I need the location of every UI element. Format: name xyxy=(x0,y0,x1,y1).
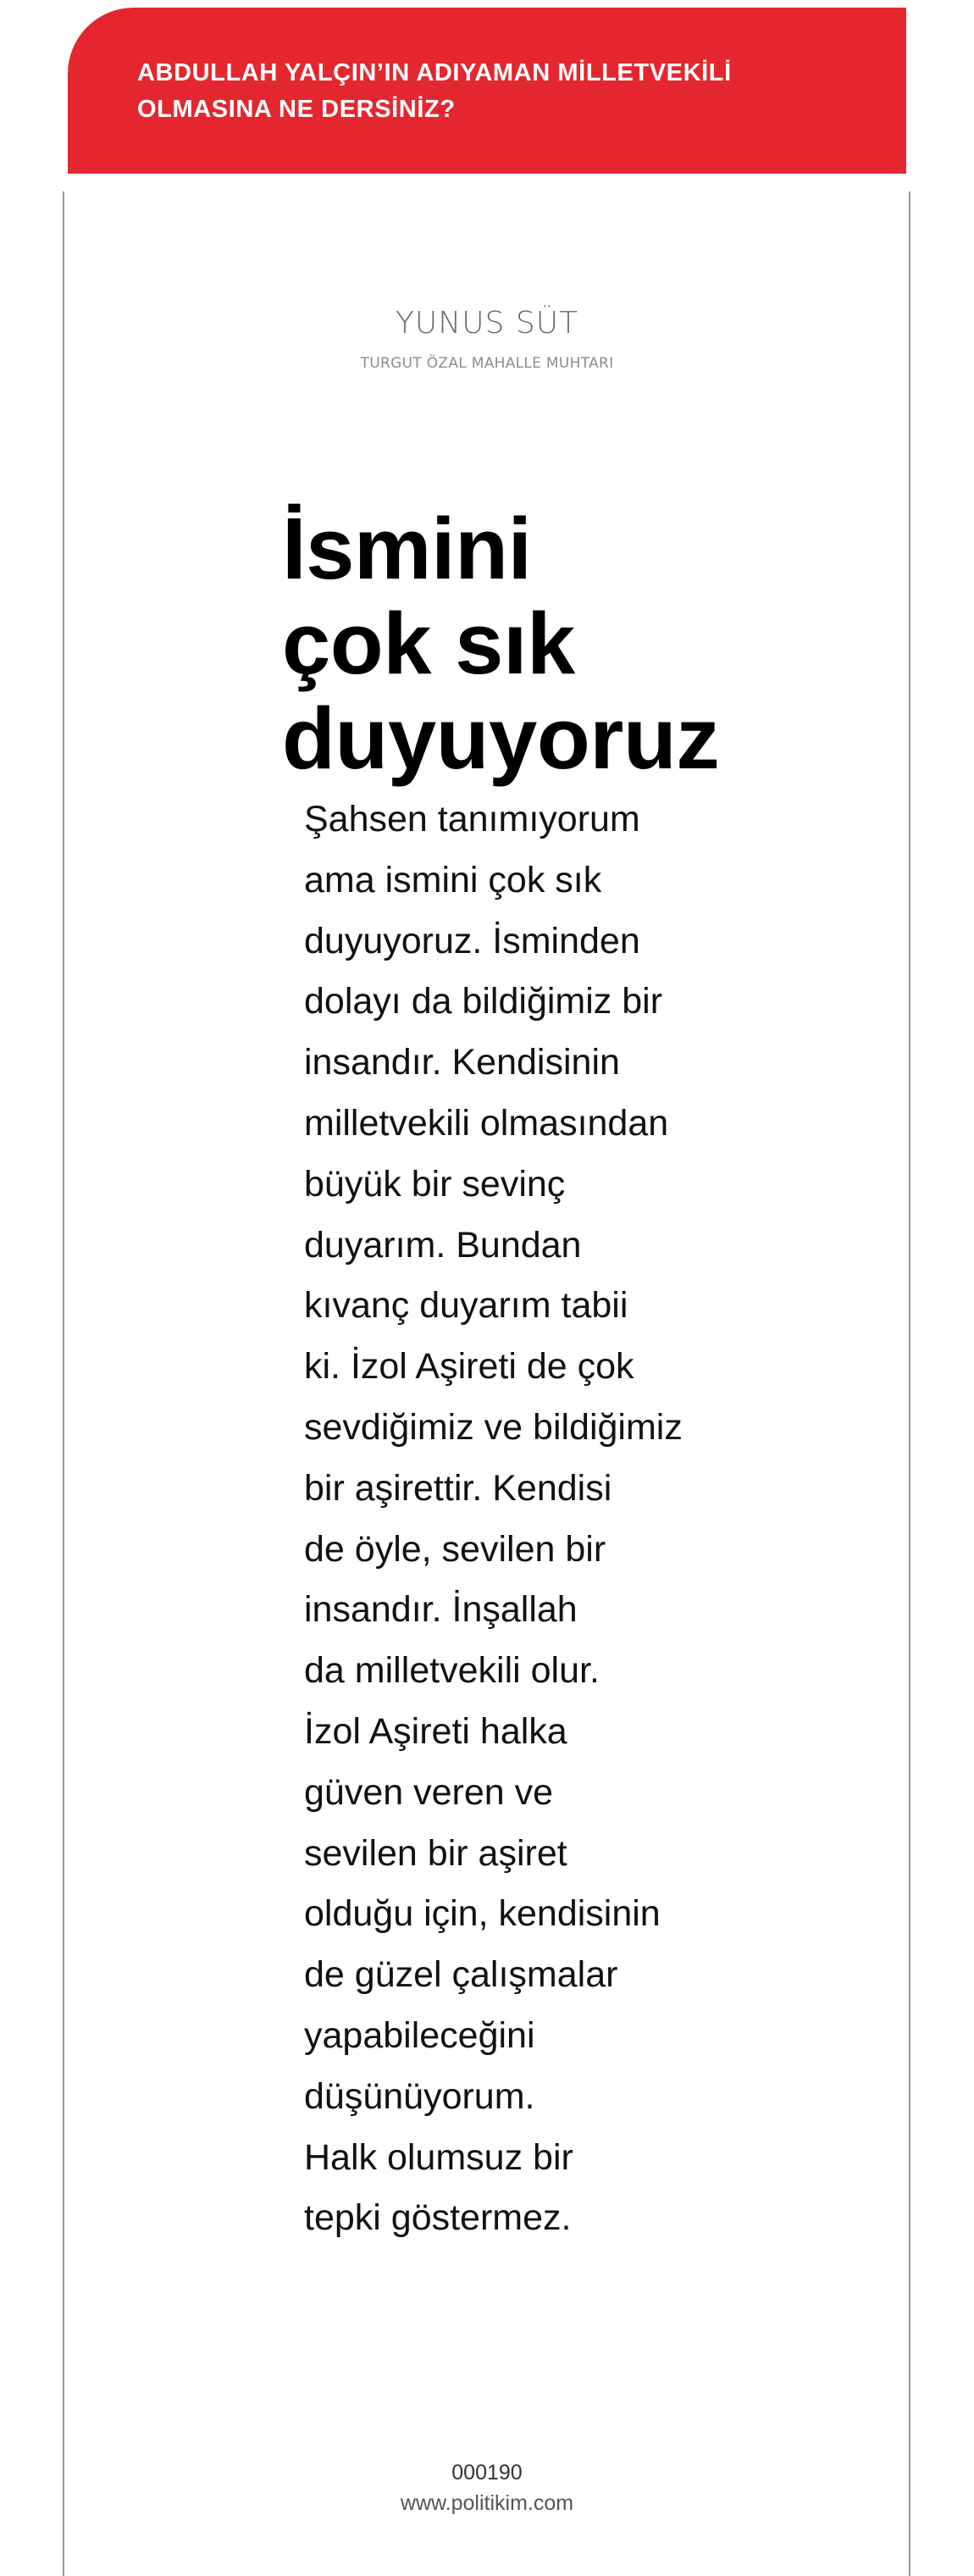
headline xyxy=(282,501,719,786)
body-line: ama ismini çok sık xyxy=(304,859,602,900)
body-line: kıvanç duyarım tabii xyxy=(304,1285,628,1327)
body-line: güven veren ve xyxy=(304,1771,554,1813)
banner-title-line: OLMASINA NE DERSİNİZ? xyxy=(137,96,456,123)
body-line: dolayı da bildiğimiz bir xyxy=(304,981,663,1022)
body-line: ki. İzol Aşireti de çok xyxy=(304,1346,634,1388)
footer-website-link[interactable]: www.politikim.com xyxy=(400,2491,574,2515)
body-line: da milletvekili olur. xyxy=(304,1650,600,1692)
body-line: sevdiğimiz ve bildiğimiz xyxy=(304,1406,683,1448)
headline-line: duyuyoruz xyxy=(282,690,720,787)
body-line: İzol Aşireti halka xyxy=(304,1710,567,1752)
quote-body xyxy=(304,789,683,2249)
body-line: milletvekili olmasından xyxy=(304,1102,669,1144)
person-name: YUNUS SÜT xyxy=(395,306,579,341)
body-line: olduğu için, kendisinin xyxy=(304,1893,661,1935)
headline-line: çok sık xyxy=(282,595,575,692)
body-line: sevilen bir aşiret xyxy=(304,1832,567,1874)
body-line: yapabileceğini xyxy=(304,2014,535,2056)
body-line: düşünüyorum. xyxy=(304,2075,535,2117)
banner-title-line: ABDULLAH YALÇIN’IN ADIYAMAN MİLLETVEKİLİ xyxy=(137,59,732,86)
body-line: de güzel çalışmalar xyxy=(304,1954,618,1996)
body-line: insandır. Kendisinin xyxy=(304,1042,620,1083)
body-line: Şahsen tanımıyorum xyxy=(304,799,640,839)
body-line: büyük bir sevinç xyxy=(304,1163,566,1205)
header-banner xyxy=(68,8,906,174)
body-line: tepki göstermez. xyxy=(304,2197,572,2239)
footer-code: 000190 xyxy=(451,2461,523,2485)
body-line: bir aşirettir. Kendisi xyxy=(304,1467,612,1509)
body-line: de öyle, sevilen bir xyxy=(304,1528,606,1570)
banner-question xyxy=(137,55,872,128)
right-border-rule xyxy=(909,191,910,2576)
left-border-rule xyxy=(63,191,64,2576)
body-line: duyarım. Bundan xyxy=(304,1224,582,1266)
headline-line: İsmini xyxy=(282,500,532,597)
body-line: insandır. İnşallah xyxy=(304,1589,578,1631)
body-line: Halk olumsuz bir xyxy=(304,2136,573,2178)
person-title: TURGUT ÖZAL MAHALLE MUHTARI xyxy=(360,355,614,372)
body-line: duyuyoruz. İsminden xyxy=(304,920,640,961)
